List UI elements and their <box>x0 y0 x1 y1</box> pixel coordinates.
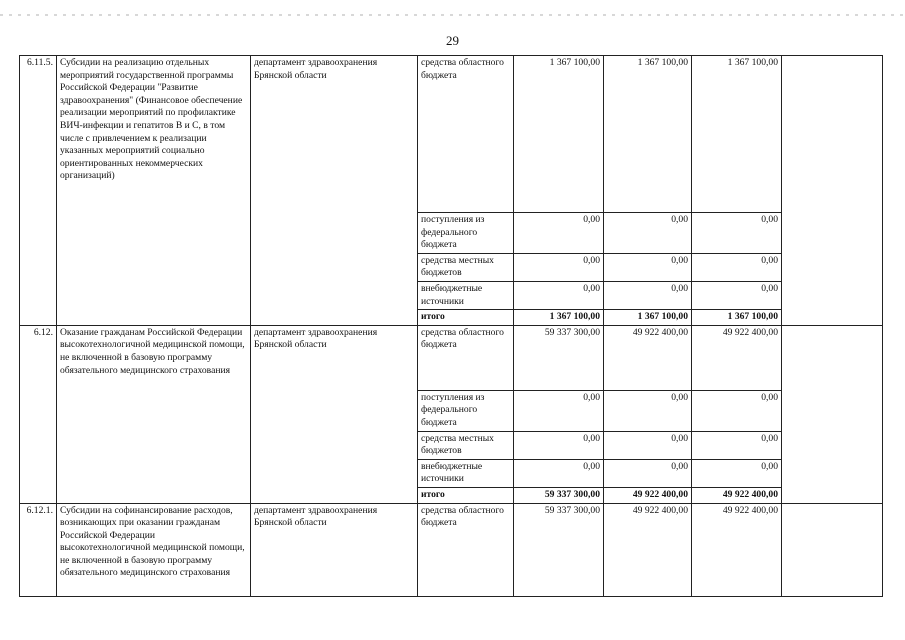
amount-year3: 49 922 400,00 <box>692 503 782 596</box>
budget-table <box>19 55 883 597</box>
measure-name: Оказание гражданам Российской Федерации высокотехнологичной медицинской помощи, не включенной в базовую программу обязательного медицинского страхования <box>57 325 251 503</box>
table-row <box>20 325 883 390</box>
amount-year1: 0,00 <box>514 459 604 487</box>
scan-artifact-line <box>0 14 905 16</box>
empty-cell <box>782 503 883 596</box>
amount-year1: 0,00 <box>514 431 604 459</box>
total-year3: 49 922 400,00 <box>692 487 782 503</box>
amount-year2: 49 922 400,00 <box>604 503 692 596</box>
amount-year2: 49 922 400,00 <box>604 325 692 390</box>
total-year2: 1 367 100,00 <box>604 310 692 326</box>
amount-year2: 0,00 <box>604 213 692 254</box>
amount-year1: 59 337 300,00 <box>514 503 604 596</box>
amount-year2: 0,00 <box>604 281 692 309</box>
row-number: 6.12.1. <box>20 503 57 596</box>
total-label: итого <box>418 310 514 326</box>
amount-year3: 0,00 <box>692 431 782 459</box>
source-label: внебюджетные источники <box>418 281 514 309</box>
amount-year3: 0,00 <box>692 281 782 309</box>
source-label: поступления из федерального бюджета <box>418 390 514 431</box>
measure-name: Субсидии на реализацию отдельных мероприятий государственной программы Российской Федерации "Развитие здравоохранения" (Финансовое обеспечение реализации мероприятий по профилактике ВИЧ-инфекции и гепатитов В и С, в том числе с привлечением к реализации указанных мероприятий социально ориентированных некоммерческих организаций) <box>57 56 251 326</box>
amount-year1: 59 337 300,00 <box>514 325 604 390</box>
amount-year3: 1 367 100,00 <box>692 56 782 213</box>
executor: департамент здравоохранения Брянской области <box>251 56 418 326</box>
empty-cell <box>782 56 883 326</box>
amount-year3: 0,00 <box>692 390 782 431</box>
source-label: средства областного бюджета <box>418 325 514 390</box>
table-row <box>20 503 883 596</box>
table-row <box>20 56 883 213</box>
row-number: 6.12. <box>20 325 57 503</box>
amount-year1: 0,00 <box>514 213 604 254</box>
amount-year3: 0,00 <box>692 253 782 281</box>
source-label: средства областного бюджета <box>418 56 514 213</box>
amount-year2: 0,00 <box>604 431 692 459</box>
amount-year1: 1 367 100,00 <box>514 56 604 213</box>
total-year3: 1 367 100,00 <box>692 310 782 326</box>
total-year1: 1 367 100,00 <box>514 310 604 326</box>
amount-year2: 0,00 <box>604 459 692 487</box>
amount-year2: 0,00 <box>604 390 692 431</box>
amount-year2: 0,00 <box>604 253 692 281</box>
amount-year2: 1 367 100,00 <box>604 56 692 213</box>
empty-cell <box>782 325 883 503</box>
measure-name: Субсидии на софинансирование расходов, возникающих при оказании гражданам Российской Федерации высокотехнологичной медицинской помощи, не включенной в базовую программу обязательного медицинского страхования <box>57 503 251 596</box>
source-label: поступления из федерального бюджета <box>418 213 514 254</box>
amount-year3: 0,00 <box>692 459 782 487</box>
source-label: внебюджетные источники <box>418 459 514 487</box>
page-number: 29 <box>446 33 459 48</box>
source-label: средства местных бюджетов <box>418 431 514 459</box>
amount-year3: 49 922 400,00 <box>692 325 782 390</box>
total-year1: 59 337 300,00 <box>514 487 604 503</box>
amount-year1: 0,00 <box>514 281 604 309</box>
row-number: 6.11.5. <box>20 56 57 326</box>
amount-year1: 0,00 <box>514 253 604 281</box>
executor: департамент здравоохранения Брянской области <box>251 503 418 596</box>
amount-year3: 0,00 <box>692 213 782 254</box>
amount-year1: 0,00 <box>514 390 604 431</box>
total-label: итого <box>418 487 514 503</box>
total-year2: 49 922 400,00 <box>604 487 692 503</box>
executor: департамент здравоохранения Брянской области <box>251 325 418 503</box>
source-label: средства областного бюджета <box>418 503 514 596</box>
source-label: средства местных бюджетов <box>418 253 514 281</box>
